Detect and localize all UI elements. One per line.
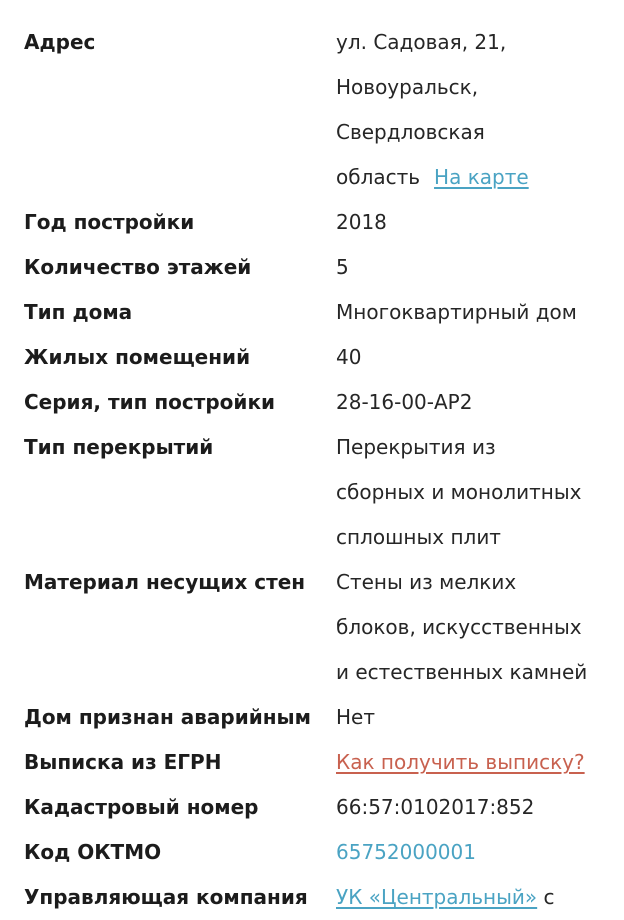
row-series bbox=[0, 380, 624, 425]
floor-type-line-1: Перекрытия из bbox=[336, 435, 496, 459]
address-line-4-text: область bbox=[336, 165, 421, 189]
cadastral-value: 66:57:0102017:852 bbox=[336, 795, 535, 819]
address-line-3: Свердловская bbox=[336, 120, 485, 144]
year-built-label: Год постройки bbox=[24, 210, 195, 234]
row-cadastral bbox=[0, 785, 624, 830]
floor-type-value bbox=[336, 425, 600, 560]
address-value bbox=[336, 20, 600, 200]
wall-material-line-2: блоков, искусственных bbox=[336, 615, 582, 639]
cadastral-label: Кадастровый номер bbox=[24, 795, 259, 819]
wall-material-line-1: Стены из мелких bbox=[336, 570, 517, 594]
year-built-value: 2018 bbox=[336, 210, 387, 234]
emergency-label: Дом признан аварийным bbox=[24, 705, 311, 729]
address-label: Адрес bbox=[24, 30, 96, 54]
floors-label: Количество этажей bbox=[24, 255, 252, 279]
row-wall-material bbox=[0, 560, 624, 695]
row-egrn bbox=[0, 740, 624, 785]
floor-type-line-3: сплошных плит bbox=[336, 525, 501, 549]
house-type-value: Многоквартирный дом bbox=[336, 300, 577, 324]
house-info-table bbox=[0, 20, 624, 920]
row-address bbox=[0, 20, 624, 200]
row-oktmo bbox=[0, 830, 624, 875]
wall-material-line-3: и естественных камней bbox=[336, 660, 588, 684]
floor-type-line-2: сборных и монолитных bbox=[336, 480, 582, 504]
residential-units-label: Жилых помещений bbox=[24, 345, 251, 369]
row-emergency bbox=[0, 695, 624, 740]
row-house-type bbox=[0, 290, 624, 335]
egrn-label: Выписка из ЕГРН bbox=[24, 750, 222, 774]
address-line-2: Новоуральск, bbox=[336, 75, 479, 99]
series-value: 28-16-00-АР2 bbox=[336, 390, 473, 414]
floors-value: 5 bbox=[336, 255, 349, 279]
residential-units-value: 40 bbox=[336, 345, 362, 369]
management-value bbox=[336, 875, 600, 920]
row-floors bbox=[0, 245, 624, 290]
egrn-how-to-link[interactable]: Как получить выписку? bbox=[336, 750, 585, 774]
management-label: Управляющая компания bbox=[24, 885, 308, 909]
house-type-label: Тип дома bbox=[24, 300, 133, 324]
floor-type-label: Тип перекрытий bbox=[24, 435, 214, 459]
wall-material-value bbox=[336, 560, 600, 695]
management-company-link[interactable]: УК «Центральный» bbox=[336, 885, 538, 909]
row-management bbox=[0, 875, 624, 920]
address-line-4 bbox=[336, 155, 600, 200]
row-floor-type bbox=[0, 425, 624, 560]
oktmo-value-cell bbox=[336, 830, 600, 875]
address-line-1: ул. Садовая, 21, bbox=[336, 30, 507, 54]
management-suffix: с bbox=[537, 885, 555, 909]
row-year-built bbox=[0, 200, 624, 245]
oktmo-value-link[interactable]: 65752000001 bbox=[336, 840, 476, 864]
egrn-value bbox=[336, 740, 600, 785]
series-label: Серия, тип постройки bbox=[24, 390, 276, 414]
emergency-value: Нет bbox=[336, 705, 375, 729]
oktmo-label: Код ОКТМО bbox=[24, 840, 162, 864]
row-residential-units bbox=[0, 335, 624, 380]
wall-material-label: Материал несущих стен bbox=[24, 570, 306, 594]
map-link[interactable]: На карте bbox=[434, 165, 529, 189]
